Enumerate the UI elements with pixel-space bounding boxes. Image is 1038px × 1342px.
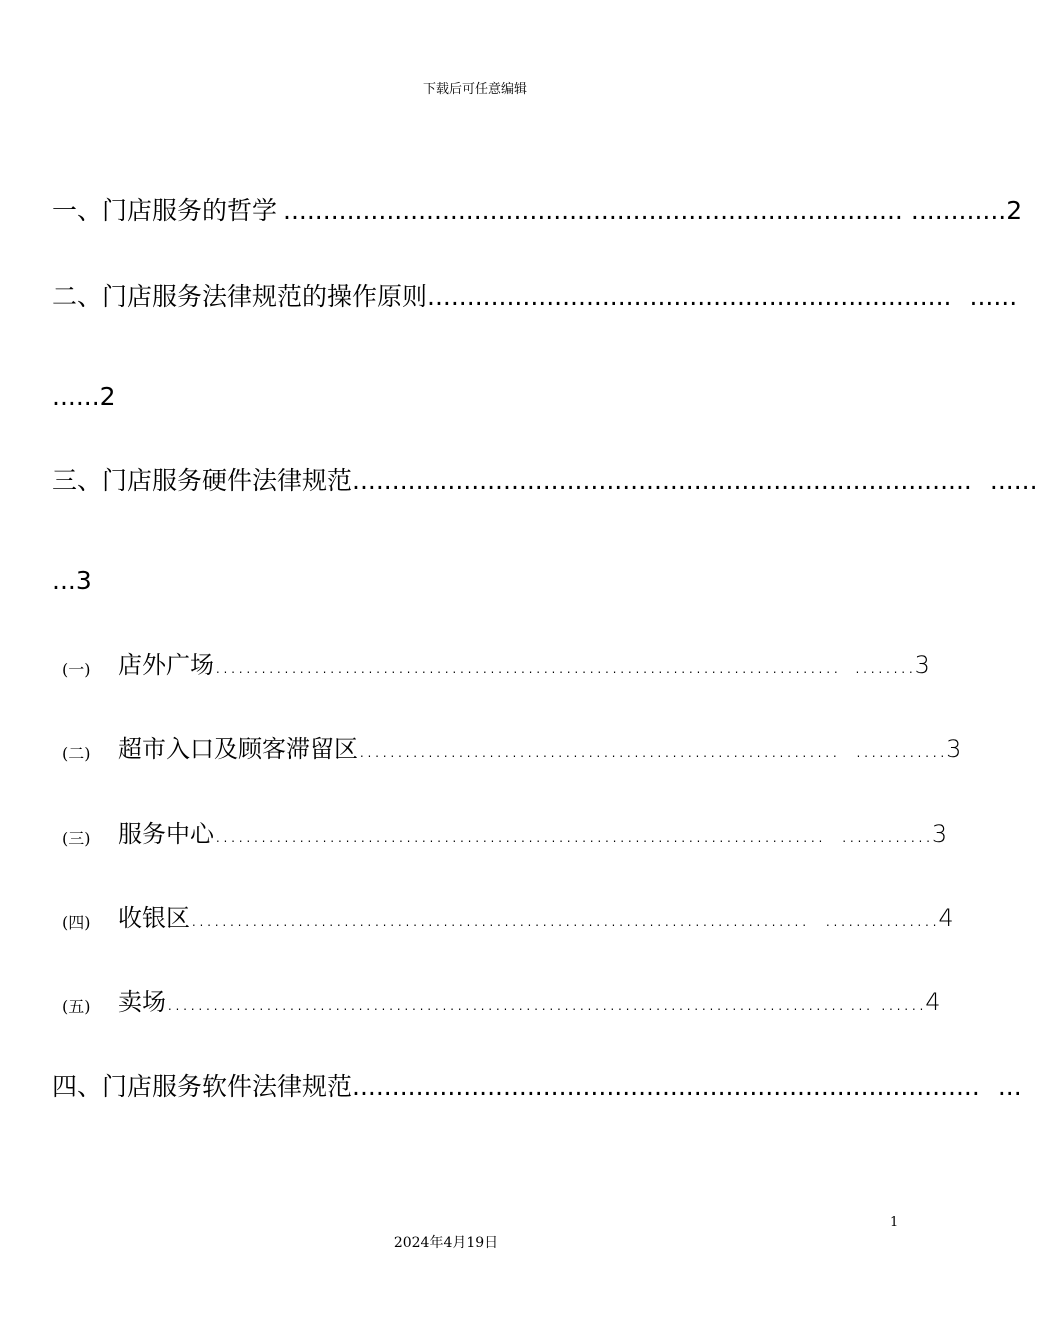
toc-sub-3[interactable] xyxy=(118,822,947,846)
toc-sub-1-number: (一) xyxy=(62,660,91,679)
toc-sub-2-number: (二) xyxy=(62,744,91,763)
toc-entry-2-tail: ...... xyxy=(969,282,1018,311)
toc-sub-5-number: (五) xyxy=(62,997,91,1016)
page-number: 1 xyxy=(890,1215,899,1230)
toc-entry-1-page: ............2 xyxy=(910,196,1023,225)
toc-sub-2-page: ............3 xyxy=(854,735,962,763)
toc-sub-4-leader: ................................................................................. xyxy=(190,904,808,932)
toc-sub-2[interactable] xyxy=(118,737,961,761)
toc-sub-1-page: ........3 xyxy=(853,651,930,679)
toc-sub-1[interactable] xyxy=(118,653,930,677)
toc-entry-4-title: 四、门店服务软件法律规范 xyxy=(52,1072,353,1101)
toc-sub-5-page: ... ......4 xyxy=(848,988,941,1016)
toc-sub-2-leader: ............................................................... xyxy=(358,735,839,763)
toc-sub-4-title: 收银区 xyxy=(118,904,190,932)
footer-date: 2024年4月19日 xyxy=(393,1235,499,1251)
toc-sub-3-leader: ................................................................................ xyxy=(214,820,825,848)
toc-entry-2[interactable] xyxy=(52,284,1017,309)
toc-sub-1-leader: .................................................................................. xyxy=(214,651,840,679)
toc-sub-5-title: 卖场 xyxy=(118,988,166,1016)
toc-entry-1-title: 一、门店服务的哲学 xyxy=(52,196,278,225)
toc-sub-4[interactable] xyxy=(118,906,954,930)
toc-entry-4-leader: ............................................................................... xyxy=(352,1072,980,1101)
toc-sub-2-title: 超市入口及顾客滞留区 xyxy=(118,735,358,763)
toc-entry-1[interactable] xyxy=(52,198,1022,223)
toc-sub-5-leader: ......................................................................................... xyxy=(166,988,845,1016)
toc-sub-3-title: 服务中心 xyxy=(118,820,214,848)
toc-entry-4-tail: ... xyxy=(997,1072,1022,1101)
toc-entry-3-page: ...3 xyxy=(52,566,92,595)
toc-sub-1-title: 店外广场 xyxy=(118,651,214,679)
toc-entry-2-page: ......2 xyxy=(52,382,116,411)
toc-sub-3-page: ............3 xyxy=(840,820,948,848)
page-header: 下载后可任意编辑 xyxy=(422,82,527,97)
toc-sub-4-page: ...............4 xyxy=(823,904,954,932)
toc-entry-3-title: 三、门店服务硬件法律规范 xyxy=(52,466,353,495)
toc-sub-4-number: (四) xyxy=(62,913,91,932)
toc-entry-3-leader: .............................................................................. xyxy=(352,466,972,495)
toc-entry-2-leader: .................................................................. xyxy=(427,282,952,311)
toc-entry-2-title: 二、门店服务法律规范的操作原则 xyxy=(52,282,428,311)
toc-sub-5[interactable] xyxy=(118,990,941,1014)
toc-entry-3[interactable] xyxy=(52,468,1038,493)
toc-entry-1-leader: .............................................................................. xyxy=(283,196,903,225)
toc-sub-3-number: (三) xyxy=(62,829,91,848)
toc-entry-4[interactable] xyxy=(52,1074,1022,1099)
toc-entry-3-tail: ...... xyxy=(989,466,1038,495)
